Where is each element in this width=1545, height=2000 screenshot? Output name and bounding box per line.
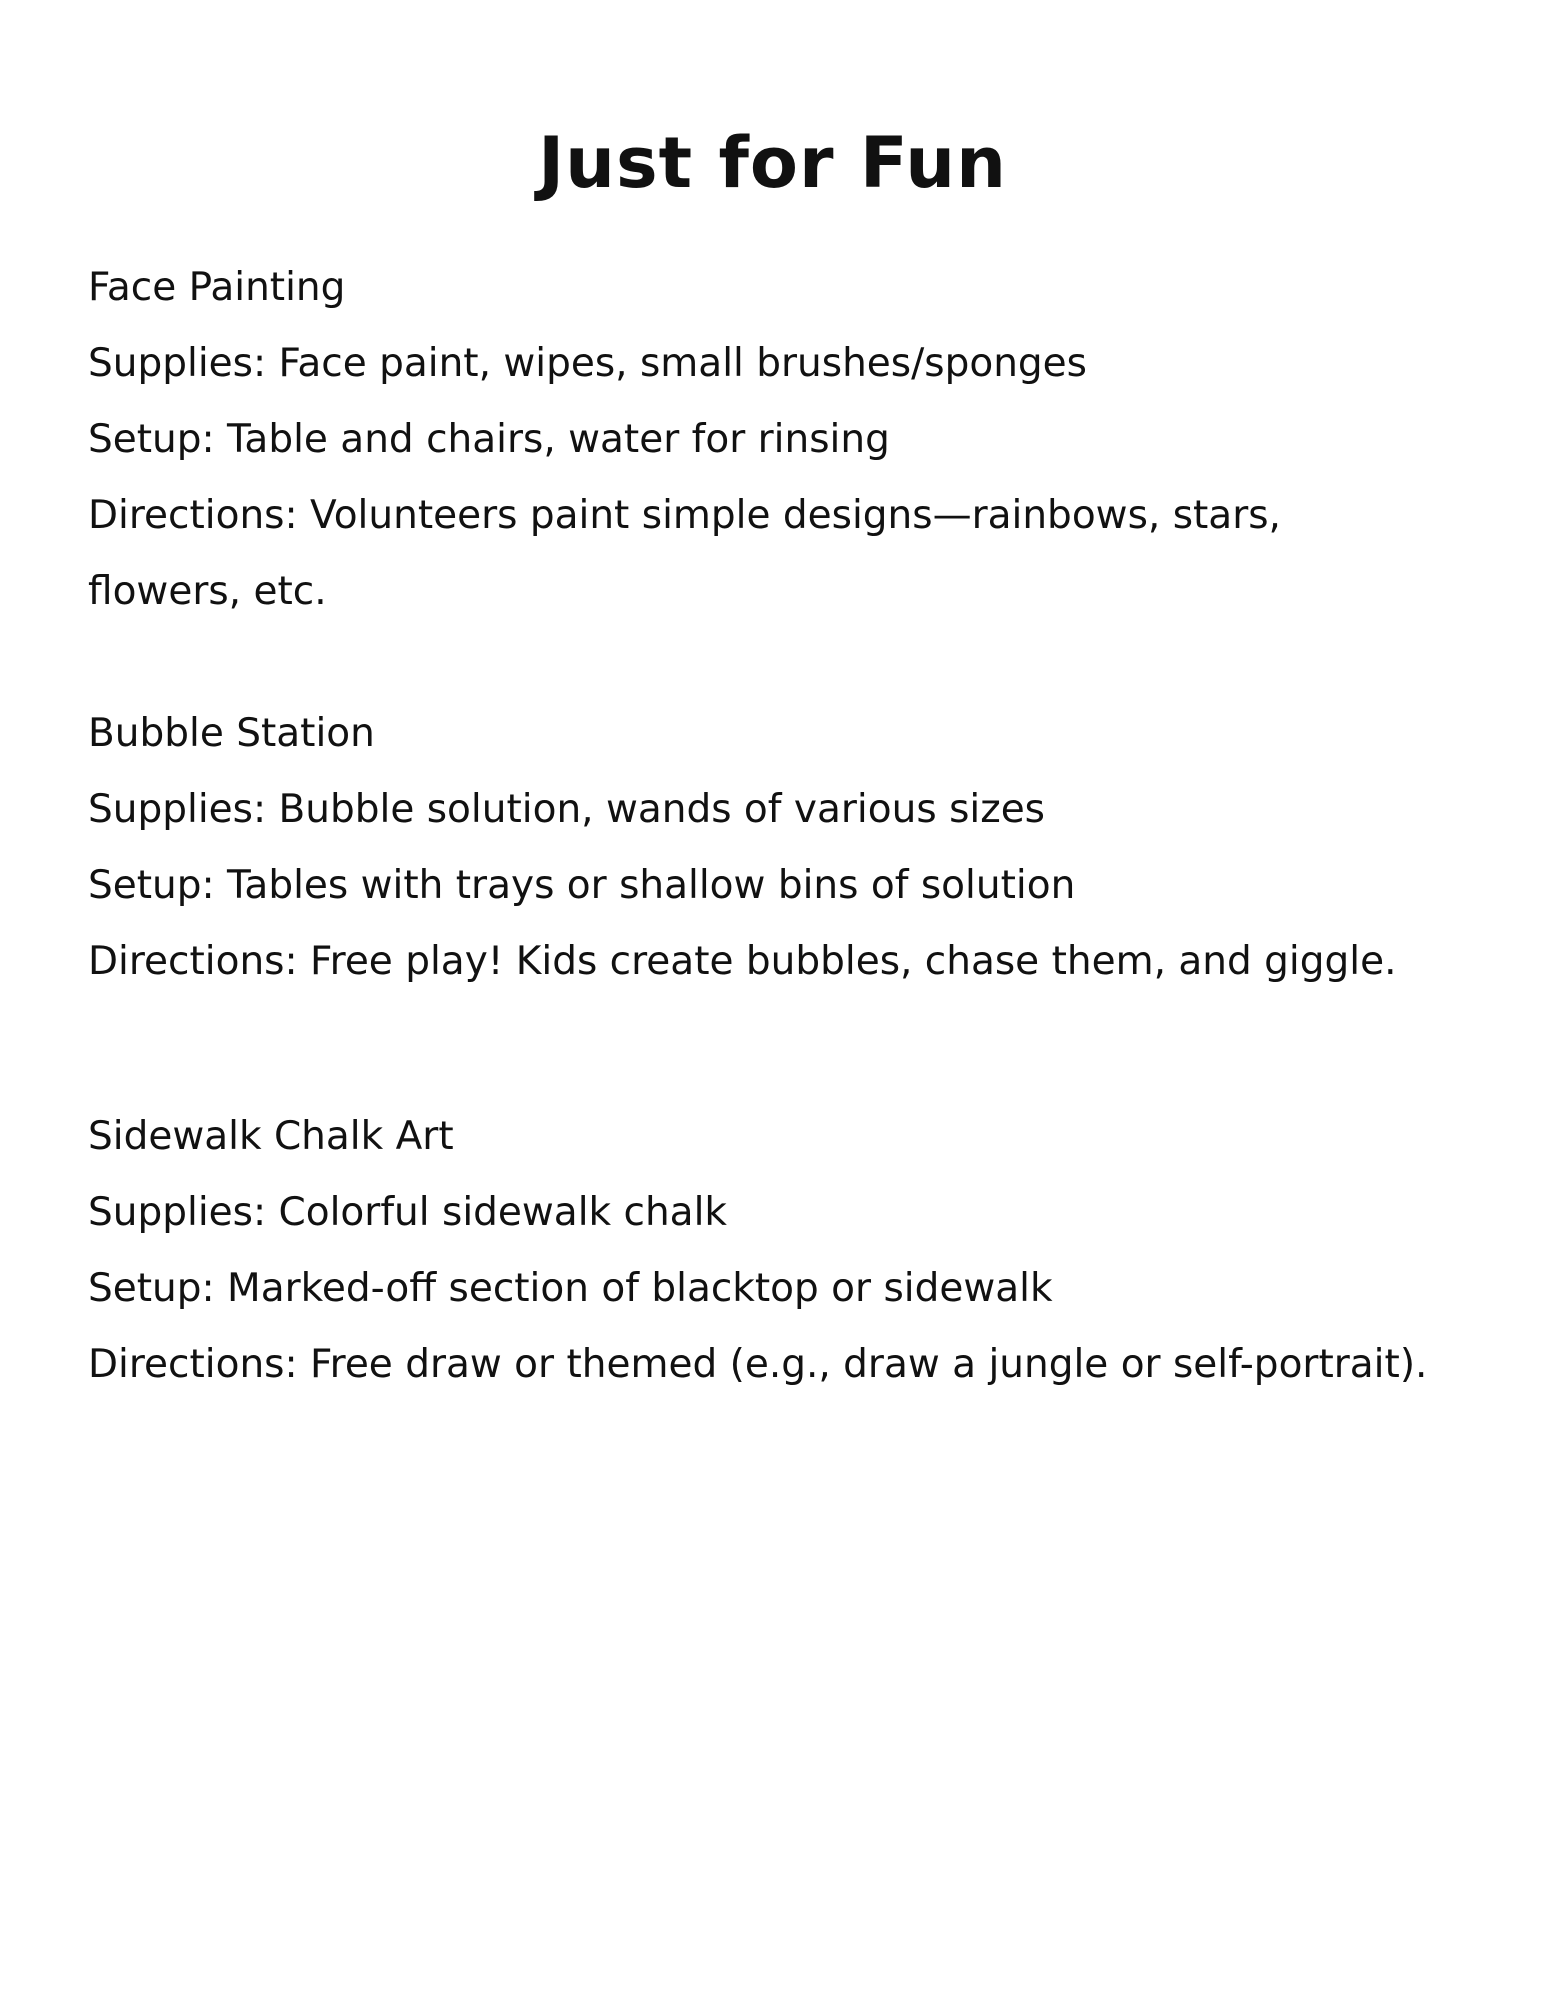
activity-heading: Sidewalk Chalk Art — [88, 1114, 454, 1159]
activity-section-bubble-station — [88, 696, 1468, 1000]
activity-section-face-painting — [88, 250, 1428, 630]
activity-heading: Bubble Station — [88, 711, 375, 756]
activity-setup: Setup: Table and chairs, water for rinsing — [88, 417, 890, 462]
activity-supplies: Supplies: Face paint, wipes, small brushes/sponges — [88, 341, 1087, 386]
activity-supplies: Supplies: Colorful sidewalk chalk — [88, 1190, 728, 1235]
activity-setup: Setup: Tables with trays or shallow bins of solution — [88, 863, 1076, 908]
activity-directions: Directions: Free play! Kids create bubbles, chase them, and giggle. — [88, 939, 1397, 984]
activity-supplies: Supplies: Bubble solution, wands of various sizes — [88, 787, 1046, 832]
activity-setup: Setup: Marked-off section of blacktop or sidewalk — [88, 1266, 1053, 1311]
activity-section-sidewalk-chalk-art — [88, 1099, 1428, 1403]
page-title: Just for Fun — [538, 122, 1007, 204]
activity-heading: Face Painting — [88, 265, 346, 310]
activity-directions: Directions: Free draw or themed (e.g., draw a jungle or self-portrait). — [88, 1342, 1428, 1387]
activity-directions: Directions: Volunteers paint simple designs—rainbows, stars, flowers, etc. — [88, 493, 1281, 614]
